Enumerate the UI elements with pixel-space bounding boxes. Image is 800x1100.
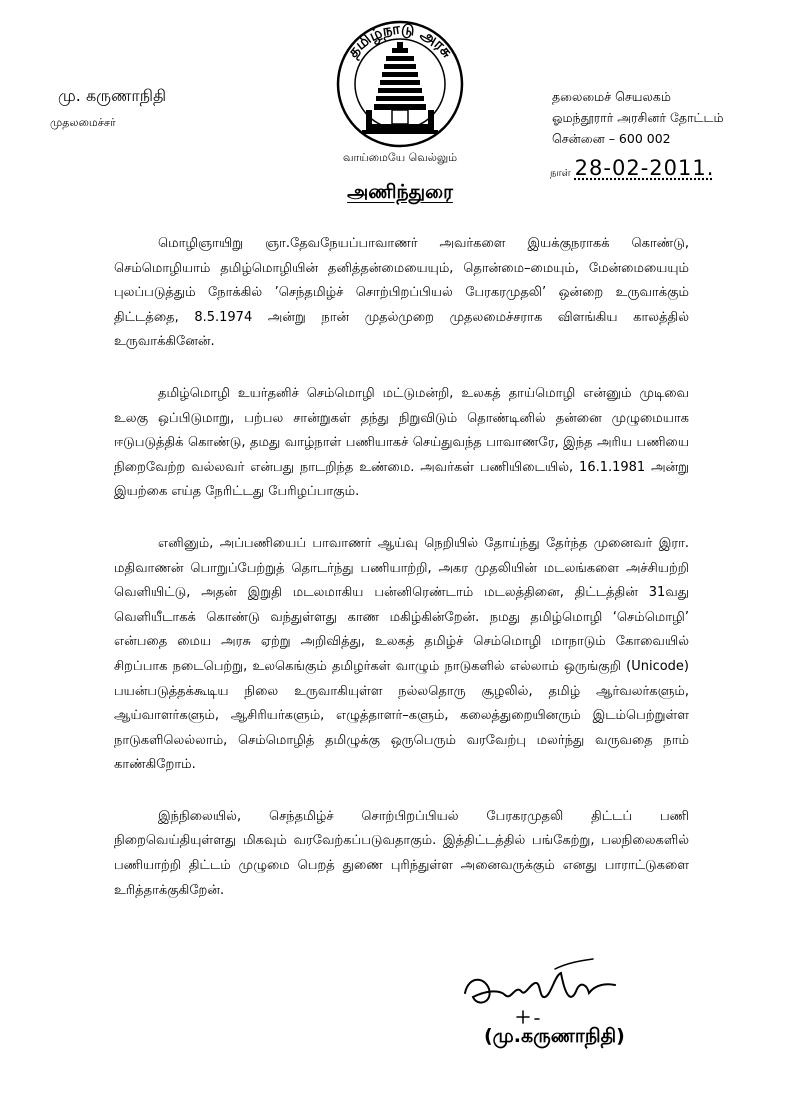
sender-name: மு. கருணாநிதி <box>58 86 167 105</box>
date-value: 28-02-2011. <box>574 156 715 180</box>
emblem-motto: வாய்மையே வெல்லும் <box>342 151 458 164</box>
emblem-ring-text: தமிழ்நாடு அரசு <box>343 19 457 61</box>
date-label: நாள் <box>550 168 571 179</box>
signatory-name: (மு.கருணாநிதி) <box>484 1025 625 1047</box>
state-emblem-icon <box>326 18 474 168</box>
date-row <box>550 156 714 180</box>
handwritten-signature <box>455 955 635 1035</box>
sender-title: முதலமைச்சர் <box>50 116 116 129</box>
body-paragraph: தமிழ்மொழி உயர்தனிச் செம்மொழி மட்டுமன்றி, உலகத் தாய்மொழி என்னும் முடிவை உலகு ஒப்பிடுமாறு, பற்பல சான்றுகள் தந்து நிறுவிடும் தொண்டினில் தன்னை முழுமையாக ஈடுபடுத்திக் கொண்டு, தமது வாழ்நாள் பணியாகச் செய்துவந்த பாவாணரே, இந்த அரிய பணியை நிறைவேற்ற வல்லவர் என்பது நாடறிந்த உண்மை. அவர்கள் பணியிடையில், 16.1.1981 அன்று இயற்கை எய்த நேரிட்டது பேரிழப்பாகும். <box>114 385 689 500</box>
address-line: சென்னை – 600 002 <box>552 131 671 146</box>
letter-body <box>114 232 689 930</box>
office-address <box>552 86 724 149</box>
address-line: ஓமந்தூரார் அரசினர் தோட்டம் <box>552 110 724 125</box>
address-line: தலைமைச் செயலகம் <box>552 89 671 104</box>
body-paragraph: இந்நிலையில், செந்தமிழ்ச் சொற்பிறப்பியல் பேரகரமுதலி திட்டப் பணி நிறைவெய்தியுள்ளது மிகவும் வரவேற்கப்படுவதாகும். இத்திட்டத்தில் பங்கேற்று, பலநிலைகளில் பணியாற்றி திட்டம் முழுமை பெறத் துணை புரிந்துள்ள அனைவருக்கும் எனது பாராட்டுகளை உரித்தாக்குகிறேன். <box>114 808 689 898</box>
document-heading: அணிந்துரை <box>347 181 453 203</box>
body-paragraph: எனினும், அப்பணியைப் பாவாணர் ஆய்வு நெறியில் தோய்ந்து தேர்ந்த முனைவர் இரா. மதிவாணன் பொறுப்பேற்றுத் தொடர்ந்து பணியாற்றி, அகர முதலியின் மடலங்களை அச்சியற்றி வெளியிட்டு, அதன் இறுதி மடலமாகிய பன்னிரெண்டாம் மடலத்தினை, திட்டத்தின் 31வது வெளியீடாகக் கொண்டு வந்துள்ளது காண மகிழ்கின்றேன். நமது தமிழ்மொழி ‘செம்மொழி’ என்பதை மைய அரசு ஏற்று அறிவித்து, உலகத் தமிழ்ச் செம்மொழி மாநாடும் கோவையில் சிறப்பாக நடைபெற்று, உலகெங்கும் தமிழர்கள் வாழும் நாடுகளில் எல்லாம் ஒருங்குறி (Unicode) பயன்படுத்தக்கூடிய நிலை உருவாகியுள்ள நல்லதொரு சூழலில், தமிழ் ஆர்வலர்களும், ஆய்வாளர்களும், ஆசிரியர்களும், எழுத்தாளர்–களும், கலைத்துறையினரும் இடம்பெற்றுள்ள நாடுகளிலெல்லாம், செம்மொழித் தமிழுக்கு ஒருபெரும் வரவேற்பு மலர்ந்து வருவதை நாம் காண்கிறோம். <box>114 535 689 773</box>
body-paragraph: மொழிஞாயிறு ஞா.தேவநேயப்பாவாணர் அவர்களை இயக்குநராகக் கொண்டு, செம்மொழியாம் தமிழ்மொழியின் தனித்தன்மையையும், தொன்மை–மையும், மேன்மையையும் புலப்படுத்தும் நோக்கில் ’செந்தமிழ்ச் சொற்பிறப்பியல் பேரகரமுதலி’ ஒன்றை உருவாக்கும் திட்டத்தை, 8.5.1974 அன்று நான் முதல்முறை முதலமைச்சராக விளங்கிய காலத்தில் உருவாக்கினேன். <box>114 236 689 350</box>
